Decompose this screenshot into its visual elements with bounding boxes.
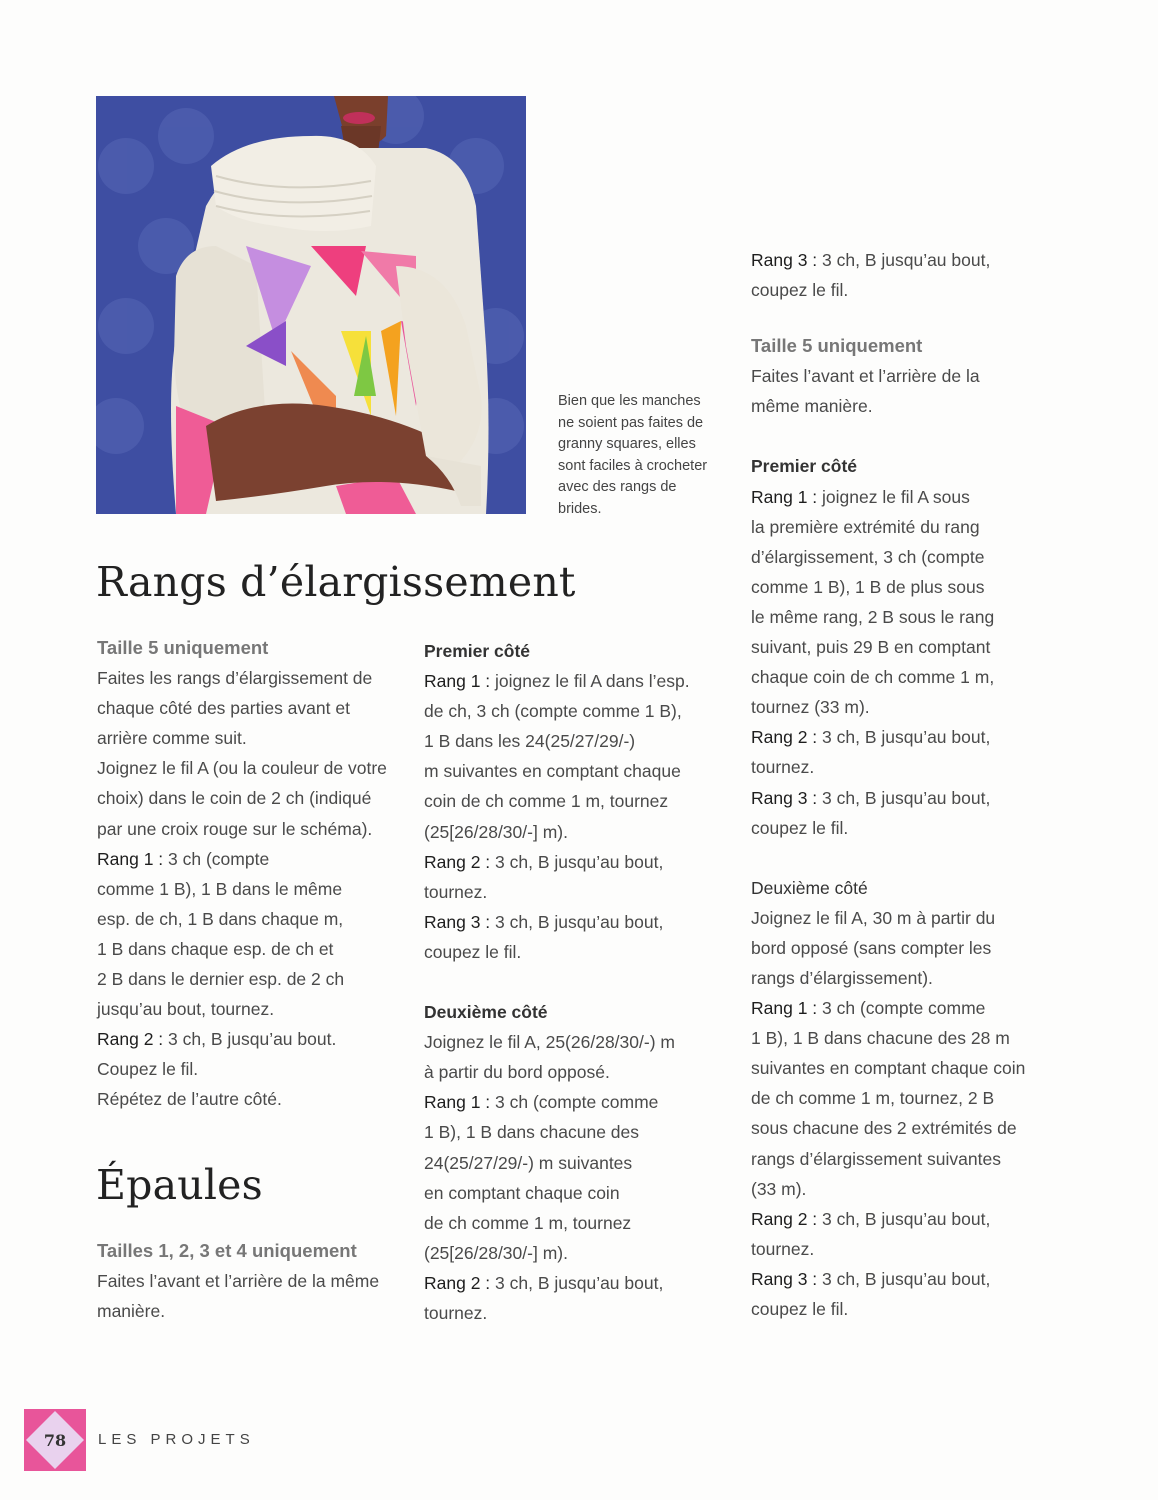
- caption-line: Bien que les manches: [558, 393, 701, 409]
- text-line: suivantes en comptant chaque coin: [751, 1058, 1026, 1079]
- text-line: Rang 3 : 3 ch, B jusqu’au bout,: [751, 787, 991, 808]
- text-line: en comptant chaque coin: [424, 1182, 620, 1203]
- text-line: (33 m).: [751, 1178, 807, 1199]
- text-line: 1 B), 1 B dans chacune des 28 m: [751, 1028, 1010, 1049]
- caption-line: granny squares, elles: [558, 436, 696, 452]
- caption-line: avec des rangs de: [558, 479, 677, 495]
- text-line: Rang 1 : 3 ch (compte comme: [751, 998, 986, 1019]
- caption-line: brides.: [558, 500, 602, 517]
- text-line: même manière.: [751, 396, 873, 417]
- text-line: à partir du bord opposé.: [424, 1062, 610, 1083]
- text-line: comme 1 B), 1 B dans le même: [97, 878, 343, 899]
- text-line: m suivantes en comptant chaque: [424, 761, 681, 782]
- text-line: Rang 2 : 3 ch, B jusqu’au bout,: [751, 727, 991, 748]
- text-line: suivant, puis 29 B en comptant: [751, 637, 991, 658]
- text-line: Faites les rangs d’élargissement de: [97, 668, 373, 689]
- text-line: la première extrémité du rang: [751, 516, 980, 537]
- text-line: rangs d’élargissement).: [751, 967, 933, 988]
- text-line: chaque coin de ch comme 1 m,: [751, 667, 995, 688]
- subheading-deuxieme-cote: Deuxième côté: [751, 877, 868, 898]
- text-line: 24(25/27/29/-) m suivantes: [424, 1152, 633, 1173]
- subheading-premier-cote: Premier côté: [424, 641, 531, 661]
- rang-label: Rang 3 :: [751, 250, 818, 270]
- text-line: manière.: [97, 1301, 166, 1322]
- column-3: [751, 245, 1081, 1324]
- text-line: rangs d’élargissement suivantes: [751, 1148, 1001, 1169]
- text-line: sous chacune des 2 extrémités de: [751, 1118, 1017, 1139]
- column-1-top: [97, 633, 407, 1115]
- text-line: jusqu’au bout, tournez.: [97, 999, 275, 1020]
- text-line: de ch comme 1 m, tournez, 2 B: [751, 1088, 995, 1109]
- text-line: arrière comme suit.: [97, 728, 247, 749]
- subheading-taille5: Taille 5 uniquement: [97, 637, 269, 658]
- text-line: coupez le fil.: [424, 941, 522, 962]
- text-line: Rang 3 : 3 ch, B jusqu’au bout,: [424, 911, 664, 932]
- caption-line: ne soient pas faites de: [558, 414, 704, 431]
- rang-label: Rang 1 :: [97, 848, 164, 869]
- rang-label: Rang 1 :: [751, 998, 818, 1019]
- text-line: Rang 1 : joignez le fil A dans l’esp.: [424, 671, 690, 692]
- rang-label: Rang 2 :: [751, 727, 818, 748]
- subheading-tailles: Tailles 1, 2, 3 et 4 uniquement: [97, 1240, 357, 1261]
- text-line: Coupez le fil.: [97, 1059, 199, 1080]
- text-line: Rang 2 : 3 ch, B jusqu’au bout,: [424, 1272, 664, 1293]
- caption-line: sont faciles à crocheter: [558, 457, 708, 474]
- subheading-premier-cote: Premier côté: [751, 456, 858, 477]
- text-line: 1 B dans chaque esp. de ch et: [97, 938, 334, 959]
- text-line: tournez.: [751, 757, 815, 778]
- sweater-photo: [96, 96, 526, 514]
- heading-epaules: Épaules: [96, 1161, 263, 1209]
- text-line: tournez.: [751, 1238, 815, 1259]
- rang-label: Rang 2 :: [751, 1208, 818, 1229]
- text-line: Rang 2 : 3 ch, B jusqu’au bout.: [97, 1029, 337, 1050]
- text-line: Rang 2 : 3 ch, B jusqu’au bout,: [424, 851, 664, 872]
- text-line: Répétez de l’autre côté.: [97, 1089, 282, 1110]
- text-line: esp. de ch, 1 B dans chaque m,: [97, 908, 344, 929]
- text-line: Joignez le fil A, 25(26/28/30/-) m: [424, 1032, 675, 1053]
- text-line: Rang 1 : joignez le fil A sous: [751, 486, 970, 507]
- rang-label: Rang 1 :: [751, 486, 818, 507]
- text-line: coupez le fil.: [751, 280, 849, 301]
- section-name: LES PROJETS: [98, 1431, 255, 1448]
- text-line: tournez.: [424, 881, 488, 902]
- text-line: (25[26/28/30/-] m).: [424, 821, 568, 842]
- photo-caption: [558, 391, 728, 520]
- text-line: Rang 3 : 3 ch, B jusqu’au bout,: [751, 250, 991, 270]
- rang-label: Rang 2 :: [97, 1029, 164, 1050]
- text-line: 1 B dans les 24(25/27/29/-): [424, 731, 636, 752]
- text-line: comme 1 B), 1 B de plus sous: [751, 576, 985, 597]
- page-number: 78: [43, 1430, 67, 1450]
- column-2: [424, 636, 734, 1328]
- text-line: Faites l’avant et l’arrière de la même: [97, 1271, 380, 1292]
- rang-label: Rang 1 :: [424, 1092, 491, 1113]
- text-line: Joignez le fil A, 30 m à partir du: [751, 907, 996, 928]
- text-line: de ch comme 1 m, tournez: [424, 1212, 632, 1233]
- rang-label: Rang 2 :: [424, 851, 491, 872]
- text-line: bord opposé (sans compter les: [751, 937, 992, 958]
- text-line: de ch, 3 ch (compte comme 1 B),: [424, 701, 682, 722]
- rang-label: Rang 2 :: [424, 1272, 491, 1293]
- text-line: Joignez le fil A (ou la couleur de votre: [97, 758, 387, 779]
- text-line: Rang 1 : 3 ch (compte: [97, 848, 270, 869]
- text-line: par une croix rouge sur le schéma).: [97, 818, 373, 839]
- text-line: choix) dans le coin de 2 ch (indiqué: [97, 788, 372, 809]
- subheading-deuxieme-cote: Deuxième côté: [424, 1002, 548, 1023]
- text-line: coin de ch comme 1 m, tournez: [424, 791, 669, 812]
- text-line: Rang 3 : 3 ch, B jusqu’au bout,: [751, 1268, 991, 1289]
- text-line: chaque côté des parties avant et: [97, 698, 350, 719]
- text-line: Faites l’avant et l’arrière de la: [751, 366, 980, 387]
- rang-label: Rang 3 :: [424, 911, 491, 932]
- text-line: le même rang, 2 B sous le rang: [751, 606, 995, 627]
- subheading-taille5: Taille 5 uniquement: [751, 335, 923, 357]
- text-line: d’élargissement, 3 ch (compte: [751, 546, 985, 567]
- heading-rangs: Rangs d’élargissement: [96, 558, 576, 606]
- text-line: Rang 1 : 3 ch (compte comme: [424, 1092, 659, 1113]
- rang-label: Rang 3 :: [751, 1268, 818, 1289]
- text-line: 1 B), 1 B dans chacune des: [424, 1122, 639, 1143]
- rang-label: Rang 1 :: [424, 671, 491, 692]
- text-line: tournez.: [424, 1302, 488, 1323]
- column-1-bottom: [97, 1236, 407, 1326]
- text-line: tournez (33 m).: [751, 697, 870, 718]
- text-line: (25[26/28/30/-] m).: [424, 1242, 568, 1263]
- text-line: Rang 2 : 3 ch, B jusqu’au bout,: [751, 1208, 991, 1229]
- text-line: 2 B dans le dernier esp. de 2 ch: [97, 969, 345, 990]
- rang-label: Rang 3 :: [751, 787, 818, 808]
- text-line: coupez le fil.: [751, 817, 849, 838]
- text-line: coupez le fil.: [751, 1299, 849, 1319]
